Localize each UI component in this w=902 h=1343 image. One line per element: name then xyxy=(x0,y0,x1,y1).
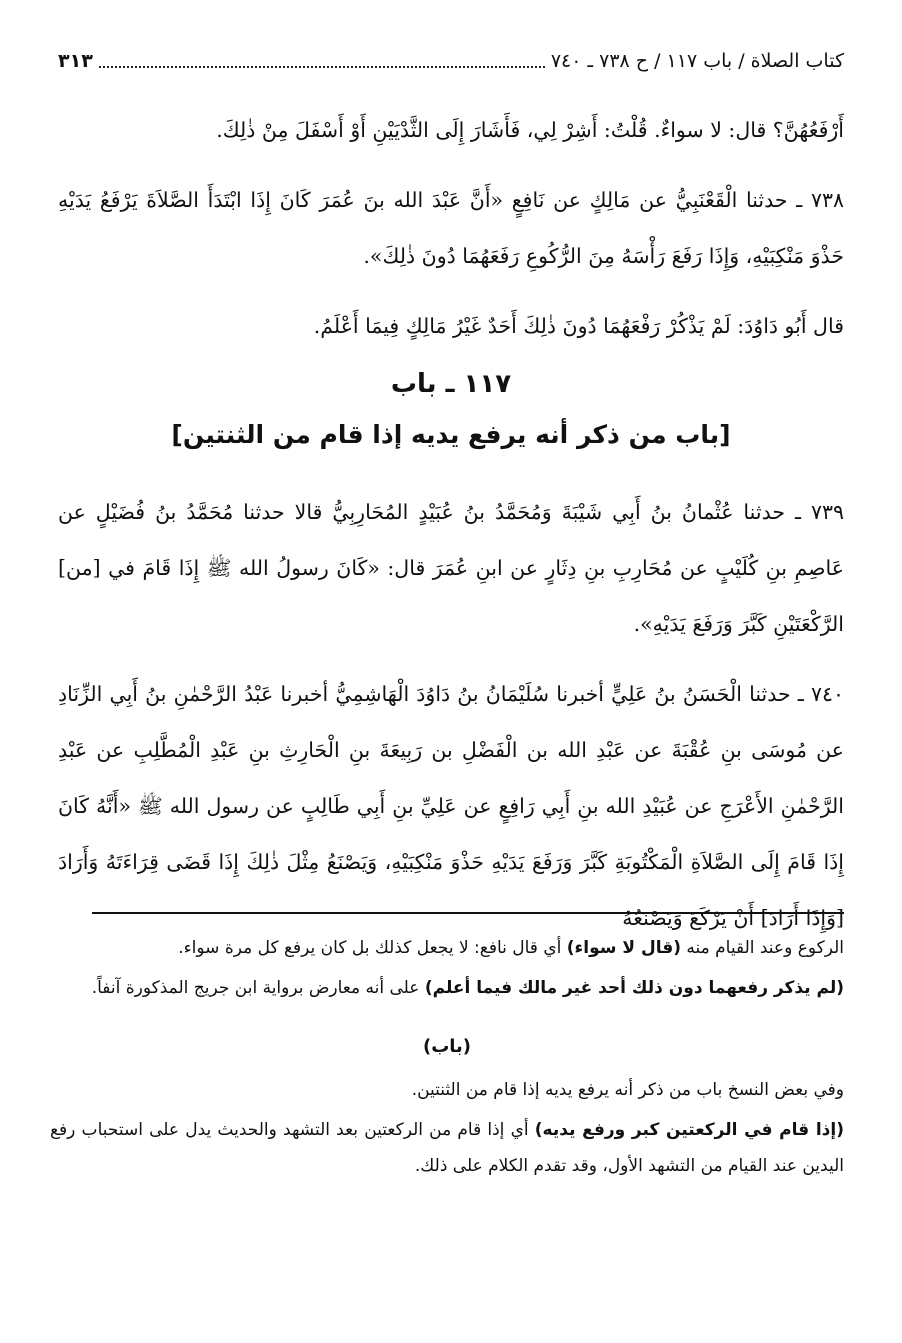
note-2 xyxy=(50,970,844,1006)
hadith-738: ٧٣٨ ـ حدثنا الْقَعْنَبِيُّ عن مَالِكٍ عن نَافِعٍ «أَنَّ عَبْدَ الله بنَ عُمَرَ كَانَ إِذَا ابْتَدَأَ الصَّلاَةَ يَرْفَعُ يَدَيْهِ حَذْوَ مَنْكِبَيْهِ، وَإِذَا رَفَعَ رَأْسَهُ مِنَ الرُّكُوعِ رَفَعَهُمَا دُونَ ذٰلِكَ». xyxy=(58,188,844,268)
note-1 xyxy=(50,930,844,966)
running-header xyxy=(58,44,844,78)
hadith-740: ٧٤٠ ـ حدثنا الْحَسَنُ بنُ عَلِيٍّ أخبرنا سُلَيْمَانُ بنُ دَاوُدَ الْهَاشِمِيُّ أخبرنا عَبْدُ الرَّحْمٰنِ بنُ أَبِي الزِّنَادِ عن مُوسَى بنِ عُقْبَةَ عن عَبْدِ الله بن الْفَضْلِ بن رَبِيعَةَ بنِ الْحَارِثِ بنِ عَبْدِ الْمُطَّلِبِ عن عَبْدِ الرَّحْمٰنِ الأَعْرَجِ عن عُبَيْدِ الله بنِ أَبِي رَافِعٍ عن عَلِيِّ بنِ أَبِي طَالِبٍ عن رسول الله ﷺ «أَنَّهُ كَانَ إِذَا قَامَ إِلَى الصَّلاَةِ الْمَكْتُوبَةِ كَبَّرَ وَرَفَعَ يَدَيْهِ حَذْوَ مَنْكِبَيْهِ، وَيَصْنَعُ مِثْلَ ذٰلِكَ إِذَا قَضَى قِرَاءَتَهُ وَأَرَادَ [وَإِذَا أَرَادَ] أَنْ يَرْكَعَ وَيَصْنَعُهُ xyxy=(58,682,844,930)
note-5-lemma: (إذا قام في الركعتين كبر ورفع يديه) xyxy=(534,1120,844,1140)
note-2-lemma: (لم يذكر رفعهما دون ذلك أحد غير مالك فيما أعلم) xyxy=(424,978,844,998)
note-1-lemma: (قال لا سواء) xyxy=(566,938,681,958)
chapter-number: ١١٧ ـ باب xyxy=(390,369,512,399)
note-5-gloss: أي إذا قام من الركعتين بعد التشهد والحديث يدل على استحباب رفع اليدين عند القيام من التشهد الأول، وقد تقدم الكلام على ذلك. xyxy=(50,1120,844,1176)
commentary-notes xyxy=(50,930,844,1184)
hadith-739: ٧٣٩ ـ حدثنا عُثْمانُ بنُ أَبِي شَيْبَةَ وَمُحَمَّدُ بنُ عُبَيْدٍ المُحَارِبِيُّ قالا حدثنا مُحَمَّدُ بنُ فُضَيْلٍ عن عَاصِمِ بنِ كُلَيْبٍ عن مُحَارِبِ بنِ دِثَارٍ عن ابنِ عُمَرَ قال: «كَانَ رسولُ الله ﷺ إِذَا قَامَ في [من] الرَّكْعَتَيْنِ كَبَّرَ وَرَفَعَ يَدَيْهِ». xyxy=(58,500,844,636)
footnote-divider xyxy=(92,912,844,914)
header-dot-leader xyxy=(99,54,545,68)
header-title: كتاب الصلاة / باب ١١٧ / ح ٧٣٨ ـ ٧٤٠ xyxy=(550,50,844,72)
chapter-title: [باب من ذكر أنه يرفع يديه إذا قام من الثنتين] xyxy=(171,420,731,449)
page-number: ٣١٣ xyxy=(58,50,93,72)
note-2-gloss: على أنه معارض برواية ابن جريج المذكورة آنفاً. xyxy=(91,978,425,998)
note-4: وفي بعض النسخ باب من ذكر أنه يرفع يديه إذا قام من الثنتين. xyxy=(411,1080,844,1100)
abu-dawud-comment: قال أَبُو دَاوُدَ: لَمْ يَذْكُرْ رَفْعَهُمَا دُونَ ذٰلِكَ أَحَدٌ غَيْرُ مَالِكٍ فِيمَا أَعْلَمُ. xyxy=(313,314,844,338)
main-text xyxy=(58,102,844,946)
note-1-text: الركوع وعند القيام منه xyxy=(680,938,844,958)
note-chapter-heading: (باب) xyxy=(422,1036,472,1057)
note-5 xyxy=(50,1112,844,1184)
paragraph-continuation: أَرْفَعُهُنَّ؟ قال: لا سواءٌ. قُلْتُ: أَشِرْ لِي، فَأَشَارَ إِلَى الثَّدْيَيْنِ أَوْ أَسْفَلَ مِنْ ذٰلِكَ. xyxy=(216,118,844,142)
note-1-gloss: أي قال نافع: لا يجعل كذلك بل كان يرفع كل مرة سواء. xyxy=(178,938,567,958)
